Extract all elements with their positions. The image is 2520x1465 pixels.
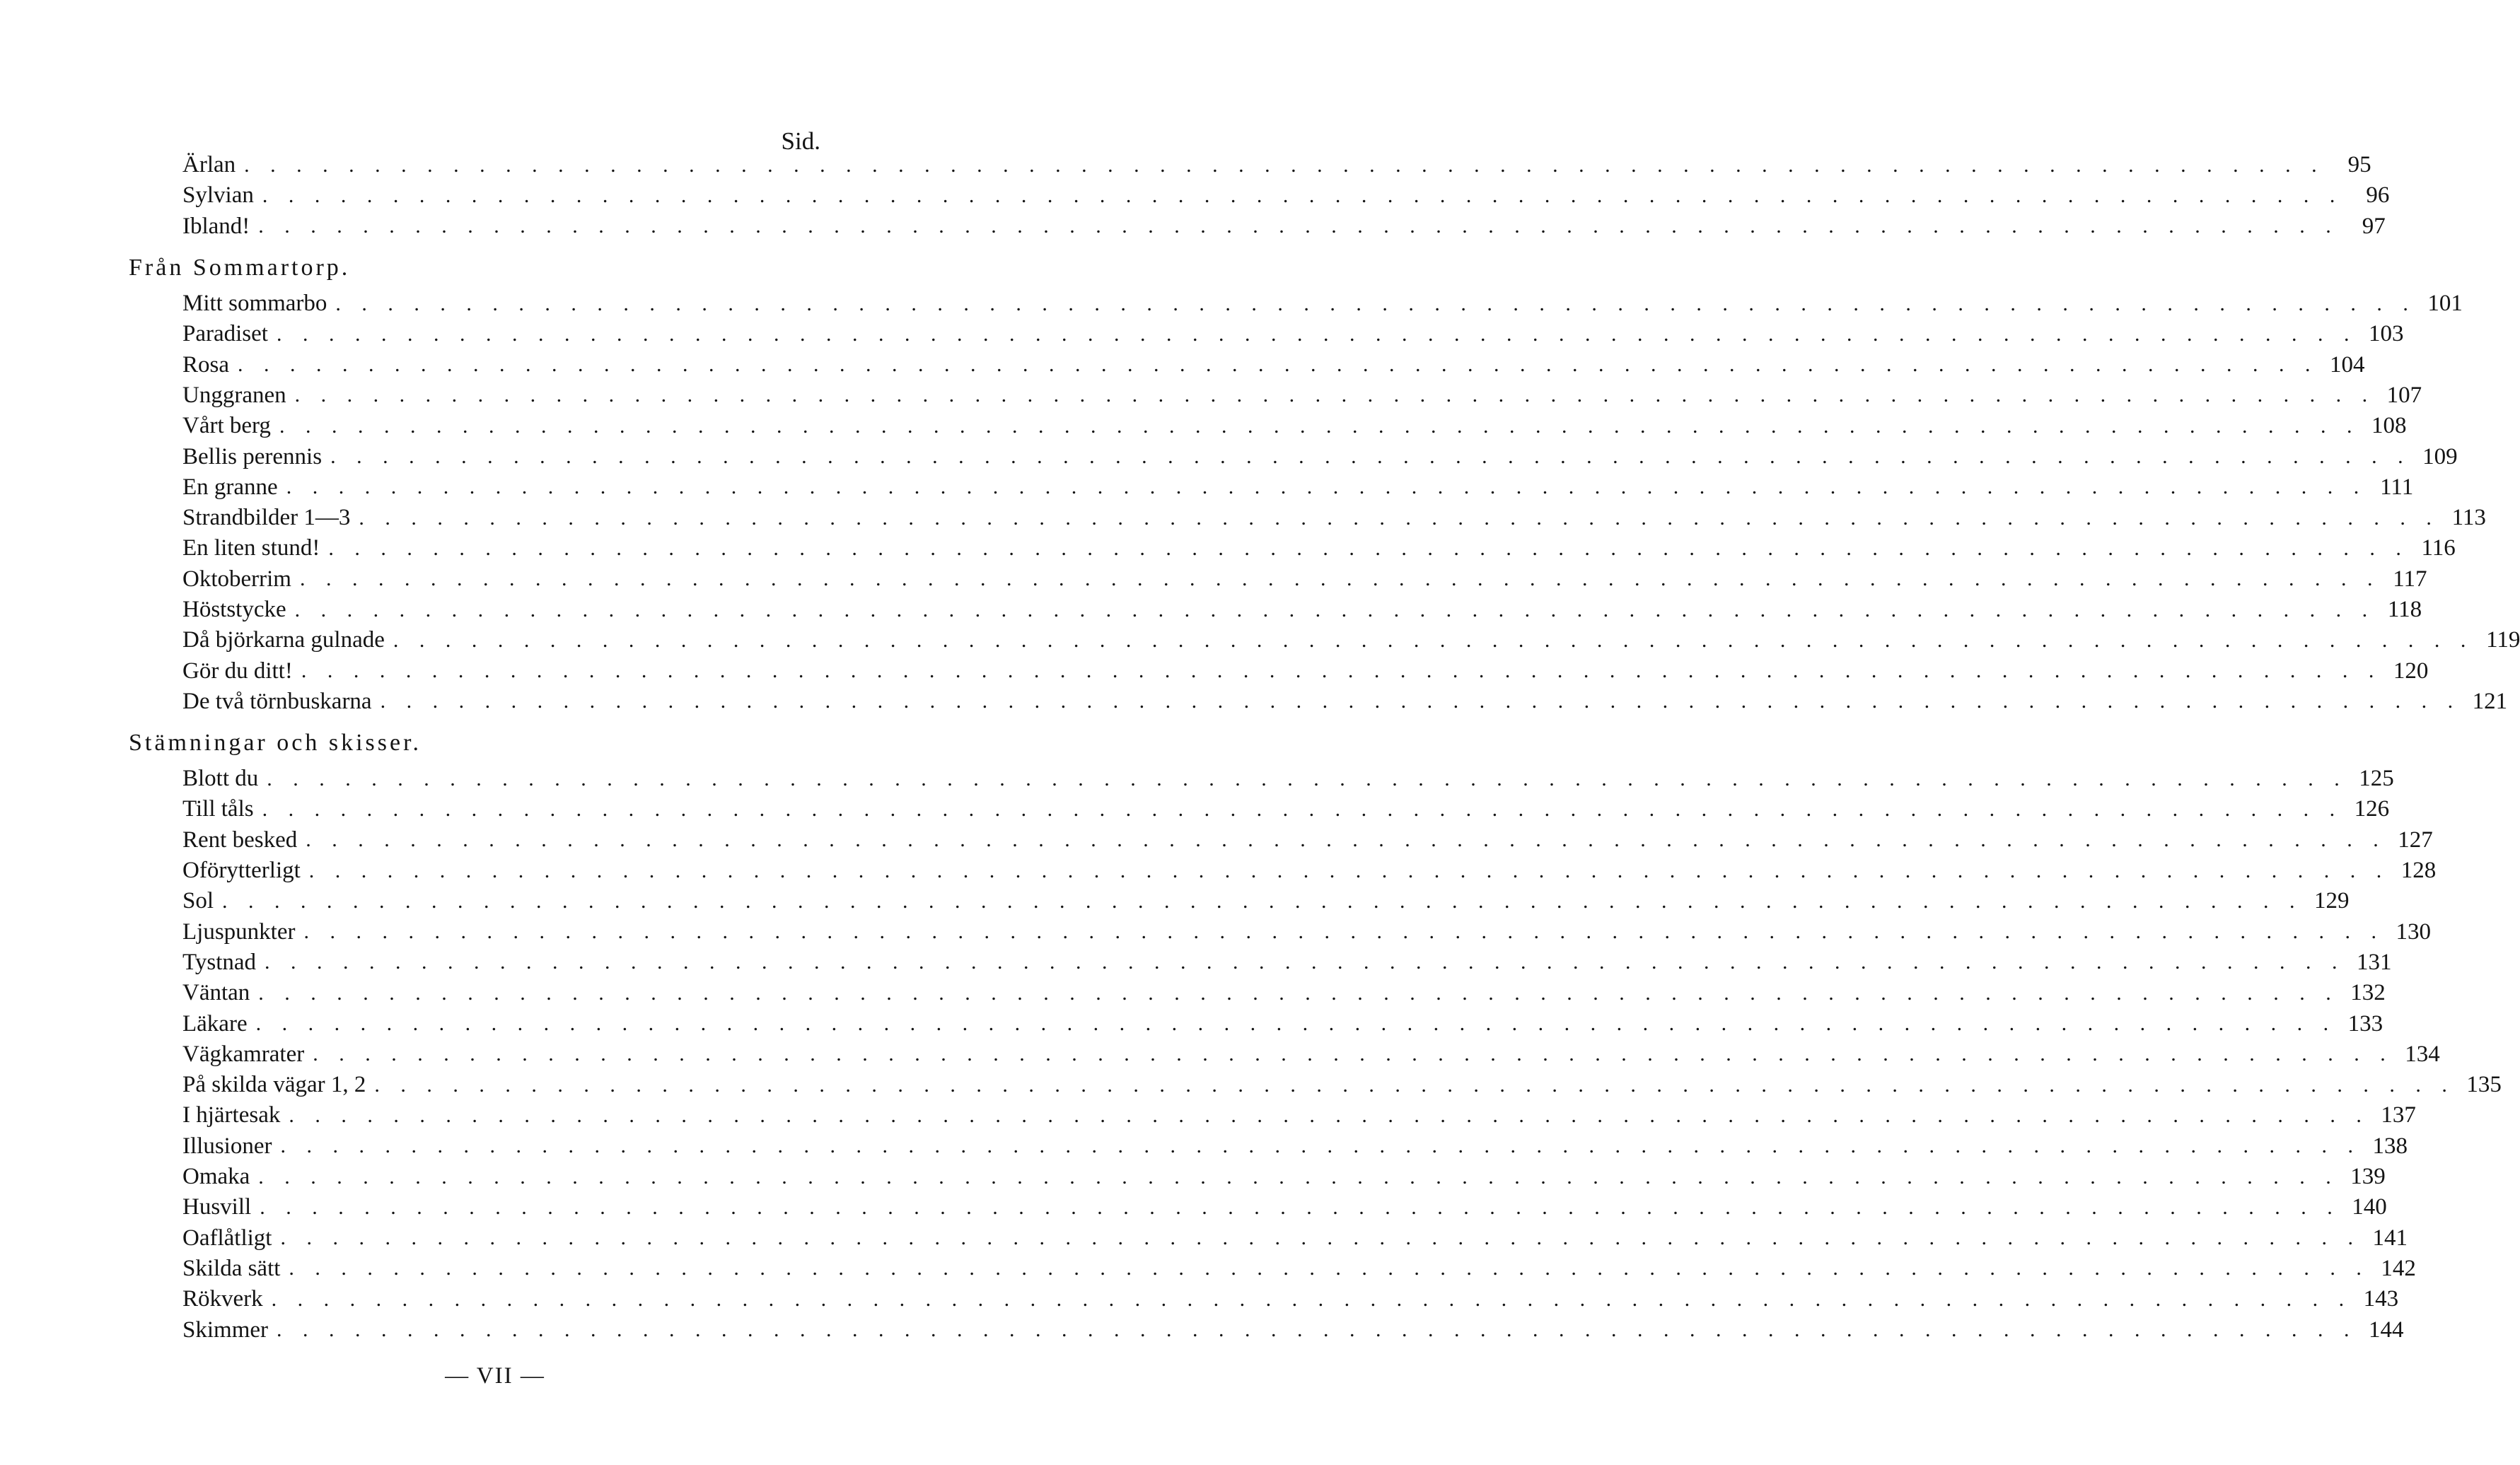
dot-leader: . . . . . . . . . . . . . . . . . . . . . . . . . . . . . . . . . . . . . . . . . . . . . . . . . . . . . . . . . . . . . . . . . . . . . . . . . . . . . . . .: [328, 536, 2409, 560]
dot-leader: . . . . . . . . . . . . . . . . . . . . . . . . . . . . . . . . . . . . . . . . . . . . . . . . . . . . . . . . . . . . . . . . . . . . . . . . . . . . . . . .: [265, 950, 2345, 974]
dot-leader: . . . . . . . . . . . . . . . . . . . . . . . . . . . . . . . . . . . . . . . . . . . . . . . . . . . . . . . . . . . . . . . . . . . . . . . . . . . . . . . .: [267, 766, 2347, 790]
toc-entry: [129, 319, 2404, 349]
dot-leader: . . . . . . . . . . . . . . . . . . . . . . . . . . . . . . . . . . . . . . . . . . . . . . . . . . . . . . . . . . . . . . . . . . . . . . . . . . . . . . . .: [244, 153, 2325, 177]
entry-title: Till tåls: [182, 796, 254, 822]
dot-leader: . . . . . . . . . . . . . . . . . . . . . . . . . . . . . . . . . . . . . . . . . . . . . . . . . . . . . . . . . . . . . . . . . . . . . . . . . . . . . . . .: [222, 889, 2303, 913]
entry-page-number: 116: [2421, 535, 2456, 561]
dot-leader: . . . . . . . . . . . . . . . . . . . . . . . . . . . . . . . . . . . . . . . . . . . . . . . . . . . . . . . . . . . . . . . . . . . . . . . . . . . . . . . .: [308, 858, 2390, 882]
entry-title: Höststycke: [182, 597, 286, 622]
entry-page-number: 103: [2368, 321, 2404, 347]
entry-title: Sylvian: [182, 182, 254, 209]
toc-entry: [129, 1162, 2386, 1192]
entry-page-number: 95: [2347, 152, 2371, 178]
entry-page-number: 97: [2362, 213, 2386, 239]
entry-title: Skimmer: [182, 1317, 268, 1343]
toc-entry: [129, 595, 2422, 625]
toc-entry: [129, 625, 2520, 655]
entry-title: På skilda vägar 1, 2: [182, 1072, 366, 1098]
entry-title: Bellis perennis: [182, 443, 323, 469]
entry-page-number: 143: [2363, 1286, 2399, 1312]
dot-leader: . . . . . . . . . . . . . . . . . . . . . . . . . . . . . . . . . . . . . . . . . . . . . . . . . . . . . . . . . . . . . . . . . . . . . . . . . . . . . . . .: [276, 322, 2357, 346]
dot-leader: . . . . . . . . . . . . . . . . . . . . . . . . . . . . . . . . . . . . . . . . . . . . . . . . . . . . . . . . . . . . . . . . . . . . . . . . . . . . . . . .: [262, 797, 2343, 821]
dot-leader: . . . . . . . . . . . . . . . . . . . . . . . . . . . . . . . . . . . . . . . . . . . . . . . . . . . . . . . . . . . . . . . . . . . . . . . . . . . . . . . .: [277, 1318, 2357, 1342]
dot-leader: . . . . . . . . . . . . . . . . . . . . . . . . . . . . . . . . . . . . . . . . . . . . . . . . . . . . . . . . . . . . . . . . . . . . . . . . . . . . . . . .: [306, 828, 2386, 852]
entry-page-number: 121: [2472, 688, 2508, 714]
dot-leader: . . . . . . . . . . . . . . . . . . . . . . . . . . . . . . . . . . . . . . . . . . . . . . . . . . . . . . . . . . . . . . . . . . . . . . . . . . . . . . . .: [286, 475, 2367, 499]
toc-entry: [129, 655, 2429, 686]
toc-entry: [129, 1284, 2399, 1314]
entry-title: En granne: [182, 474, 278, 500]
dot-leader: . . . . . . . . . . . . . . . . . . . . . . . . . . . . . . . . . . . . . . . . . . . . . . . . . . . . . . . . . . . . . . . . . . . . . . . . . . . . . . . .: [374, 1073, 2455, 1097]
entry-page-number: 108: [2371, 413, 2407, 439]
dot-leader: . . . . . . . . . . . . . . . . . . . . . . . . . . . . . . . . . . . . . . . . . . . . . . . . . . . . . . . . . . . . . . . . . . . . . . . . . . . . . . . .: [303, 920, 2384, 944]
entry-title: Unggranen: [182, 382, 286, 408]
dot-leader: . . . . . . . . . . . . . . . . . . . . . . . . . . . . . . . . . . . . . . . . . . . . . . . . . . . . . . . . . . . . . . . . . . . . . . . . . . . . . . . .: [313, 1042, 2393, 1066]
toc-entry: [129, 1131, 2408, 1162]
dot-leader: . . . . . . . . . . . . . . . . . . . . . . . . . . . . . . . . . . . . . . . . . . . . . . . . . . . . . . . . . . . . . . . . . . . . . . . . . . . . . . . .: [262, 183, 2343, 207]
entry-title: Mitt sommarbo: [182, 291, 327, 317]
toc-entry: [129, 1254, 2416, 1284]
toc-entry: [129, 564, 2427, 595]
dot-leader: . . . . . . . . . . . . . . . . . . . . . . . . . . . . . . . . . . . . . . . . . . . . . . . . . . . . . . . . . . . . . . . . . . . . . . . . . . . . . . . .: [255, 1012, 2337, 1036]
entry-page-number: 133: [2347, 1010, 2383, 1037]
entry-page-number: 111: [2380, 474, 2414, 500]
entry-page-number: 131: [2357, 949, 2392, 975]
dot-leader: . . . . . . . . . . . . . . . . . . . . . . . . . . . . . . . . . . . . . . . . . . . . . . . . . . . . . . . . . . . . . . . . . . . . . . . . . . . . . . . .: [238, 353, 2318, 377]
entry-page-number: 119: [2486, 627, 2520, 653]
entry-title: De två törnbuskarna: [182, 688, 372, 714]
toc-entry: [129, 978, 2386, 1008]
entry-page-number: 104: [2330, 351, 2365, 378]
entry-page-number: 107: [2386, 382, 2422, 408]
entry-title: Husvill: [182, 1194, 252, 1220]
entry-title: Rökverk: [182, 1286, 263, 1312]
dot-leader: . . . . . . . . . . . . . . . . . . . . . . . . . . . . . . . . . . . . . . . . . . . . . . . . . . . . . . . . . . . . . . . . . . . . . . . . . . . . . . . .: [359, 506, 2439, 530]
dot-leader: . . . . . . . . . . . . . . . . . . . . . . . . . . . . . . . . . . . . . . . . . . . . . . . . . . . . . . . . . . . . . . . . . . . . . . . . . . . . . . . .: [271, 1287, 2352, 1311]
entry-title: Oktoberrim: [182, 566, 291, 592]
dot-leader: . . . . . . . . . . . . . . . . . . . . . . . . . . . . . . . . . . . . . . . . . . . . . . . . . . . . . . . . . . . . . . . . . . . . . . . . . . . . . . . .: [289, 1103, 2369, 1127]
dot-leader: . . . . . . . . . . . . . . . . . . . . . . . . . . . . . . . . . . . . . . . . . . . . . . . . . . . . . . . . . . . . . . . . . . . . . . . . . . . . . . . .: [258, 1165, 2339, 1189]
dot-leader: . . . . . . . . . . . . . . . . . . . . . . . . . . . . . . . . . . . . . . . . . . . . . . . . . . . . . . . . . . . . . . . . . . . . . . . . . . . . . . . .: [279, 414, 2360, 438]
toc-entry: [129, 1100, 2416, 1131]
entry-title: Omaka: [182, 1164, 250, 1190]
toc-entry: [129, 886, 2350, 916]
entry-title: Vägkamrater: [182, 1041, 305, 1067]
entry-page-number: 118: [2387, 597, 2422, 622]
entry-title: Blott du: [182, 766, 259, 792]
dot-leader: . . . . . . . . . . . . . . . . . . . . . . . . . . . . . . . . . . . . . . . . . . . . . . . . . . . . . . . . . . . . . . . . . . . . . . . . . . . . . . . .: [280, 1134, 2361, 1158]
toc-entry: [129, 472, 2414, 503]
entry-title: Rosa: [182, 351, 229, 378]
toc-entry: [129, 947, 2392, 978]
toc-entry: [129, 441, 2458, 472]
toc-entry: [129, 1223, 2408, 1254]
entry-title: Skilda sätt: [182, 1255, 281, 1281]
entry-title: Läkare: [182, 1010, 248, 1037]
toc-entry: [129, 917, 2431, 947]
entry-title: Ärlan: [182, 152, 236, 178]
toc-entry: [129, 1070, 2502, 1100]
entry-page-number: 127: [2398, 827, 2433, 853]
entry-title: Ljuspunkter: [182, 918, 296, 945]
page-column-label: Sid.: [781, 127, 820, 155]
entry-title: En liten stund!: [182, 535, 320, 561]
entry-title: Strandbilder 1—3: [182, 505, 351, 531]
entry-page-number: 139: [2350, 1164, 2386, 1190]
toc-entry: [129, 1039, 2440, 1070]
entry-page-number: 109: [2422, 443, 2458, 469]
toc-entry: [129, 288, 2463, 319]
entry-title: I hjärtesak: [182, 1102, 281, 1128]
entry-title: Gör du ditt!: [182, 658, 293, 684]
dot-leader: . . . . . . . . . . . . . . . . . . . . . . . . . . . . . . . . . . . . . . . . . . . . . . . . . . . . . . . . . . . . . . . . . . . . . . . . . . . . . . . .: [289, 1256, 2369, 1280]
entry-page-number: 125: [2359, 766, 2394, 792]
entry-title: Illusioner: [182, 1133, 272, 1159]
entry-page-number: 113: [2451, 505, 2486, 531]
toc-entry: [129, 180, 2390, 211]
toc-entry: [129, 825, 2433, 856]
toc-entry: [129, 411, 2407, 441]
toc-entry: [129, 687, 2508, 717]
entry-page-number: 142: [2381, 1255, 2416, 1281]
dot-leader: . . . . . . . . . . . . . . . . . . . . . . . . . . . . . . . . . . . . . . . . . . . . . . . . . . . . . . . . . . . . . . . . . . . . . . . . . . . . . . . .: [294, 597, 2376, 621]
toc-entry: [129, 1314, 2404, 1345]
dot-leader: . . . . . . . . . . . . . . . . . . . . . . . . . . . . . . . . . . . . . . . . . . . . . . . . . . . . . . . . . . . . . . . . . . . . . . . . . . . . . . . .: [280, 1226, 2361, 1250]
dot-leader: . . . . . . . . . . . . . . . . . . . . . . . . . . . . . . . . . . . . . . . . . . . . . . . . . . . . . . . . . . . . . . . . . . . . . . . . . . . . . . . .: [258, 214, 2339, 238]
entry-page-number: 144: [2369, 1317, 2404, 1343]
section-heading: Från Sommartorp.: [129, 254, 351, 281]
entry-page-number: 126: [2354, 796, 2390, 822]
table-of-contents: [129, 150, 2520, 1346]
toc-entry: [129, 380, 2422, 411]
entry-page-number: 137: [2381, 1102, 2416, 1128]
toc-entry: [129, 764, 2394, 794]
dot-leader: . . . . . . . . . . . . . . . . . . . . . . . . . . . . . . . . . . . . . . . . . . . . . . . . . . . . . . . . . . . . . . . . . . . . . . . . . . . . . . . .: [380, 689, 2461, 713]
entry-page-number: 129: [2314, 888, 2350, 914]
toc-entry: [129, 794, 2390, 824]
entry-page-number: 140: [2352, 1194, 2387, 1220]
entry-page-number: 138: [2372, 1133, 2408, 1159]
entry-page-number: 128: [2400, 858, 2437, 884]
entry-title: Paradiset: [182, 321, 268, 347]
entry-page-number: 141: [2372, 1225, 2408, 1251]
dot-leader: . . . . . . . . . . . . . . . . . . . . . . . . . . . . . . . . . . . . . . . . . . . . . . . . . . . . . . . . . . . . . . . . . . . . . . . . . . . . . . . .: [260, 1195, 2340, 1219]
toc-entry: [129, 856, 2437, 886]
entry-title: Sol: [182, 888, 214, 914]
entry-page-number: 135: [2466, 1072, 2502, 1098]
entry-title: Oaflåtligt: [182, 1225, 272, 1251]
entry-title: Väntan: [182, 980, 250, 1006]
dot-leader: . . . . . . . . . . . . . . . . . . . . . . . . . . . . . . . . . . . . . . . . . . . . . . . . . . . . . . . . . . . . . . . . . . . . . . . . . . . . . . . .: [335, 291, 2416, 315]
entry-page-number: 132: [2350, 980, 2386, 1006]
entry-page-number: 120: [2393, 658, 2429, 684]
toc-entry: [129, 1192, 2387, 1222]
toc-entry: [129, 503, 2486, 533]
entry-title: Rent besked: [182, 827, 298, 853]
entry-page-number: 96: [2366, 182, 2390, 209]
entry-page-number: 130: [2396, 918, 2431, 945]
dot-leader: . . . . . . . . . . . . . . . . . . . . . . . . . . . . . . . . . . . . . . . . . . . . . . . . . . . . . . . . . . . . . . . . . . . . . . . . . . . . . . . .: [393, 628, 2474, 652]
toc-entry: [129, 150, 2371, 180]
dot-leader: . . . . . . . . . . . . . . . . . . . . . . . . . . . . . . . . . . . . . . . . . . . . . . . . . . . . . . . . . . . . . . . . . . . . . . . . . . . . . . . .: [294, 383, 2376, 407]
section-heading: Stämningar och skisser.: [129, 730, 422, 757]
entry-page-number: 134: [2405, 1041, 2440, 1067]
entry-title: Då björkarna gulnade: [182, 627, 385, 653]
dot-leader: . . . . . . . . . . . . . . . . . . . . . . . . . . . . . . . . . . . . . . . . . . . . . . . . . . . . . . . . . . . . . . . . . . . . . . . . . . . . . . . .: [301, 659, 2382, 683]
entry-title: Tystnad: [182, 949, 257, 975]
page-folio: — VII —: [445, 1363, 545, 1389]
entry-title: Vårt berg: [182, 413, 271, 439]
entry-page-number: 101: [2427, 291, 2463, 317]
dot-leader: . . . . . . . . . . . . . . . . . . . . . . . . . . . . . . . . . . . . . . . . . . . . . . . . . . . . . . . . . . . . . . . . . . . . . . . . . . . . . . . .: [330, 445, 2411, 469]
toc-entry: [129, 211, 2386, 242]
toc-entry: [129, 1008, 2383, 1039]
entry-title: Ibland!: [182, 213, 250, 239]
entry-title: Oförytterligt: [182, 858, 301, 884]
entry-page-number: 117: [2393, 566, 2427, 592]
dot-leader: . . . . . . . . . . . . . . . . . . . . . . . . . . . . . . . . . . . . . . . . . . . . . . . . . . . . . . . . . . . . . . . . . . . . . . . . . . . . . . . .: [258, 981, 2339, 1005]
toc-entry: [129, 533, 2456, 564]
toc-entry: [129, 349, 2365, 380]
dot-leader: . . . . . . . . . . . . . . . . . . . . . . . . . . . . . . . . . . . . . . . . . . . . . . . . . . . . . . . . . . . . . . . . . . . . . . . . . . . . . . . .: [299, 567, 2381, 591]
